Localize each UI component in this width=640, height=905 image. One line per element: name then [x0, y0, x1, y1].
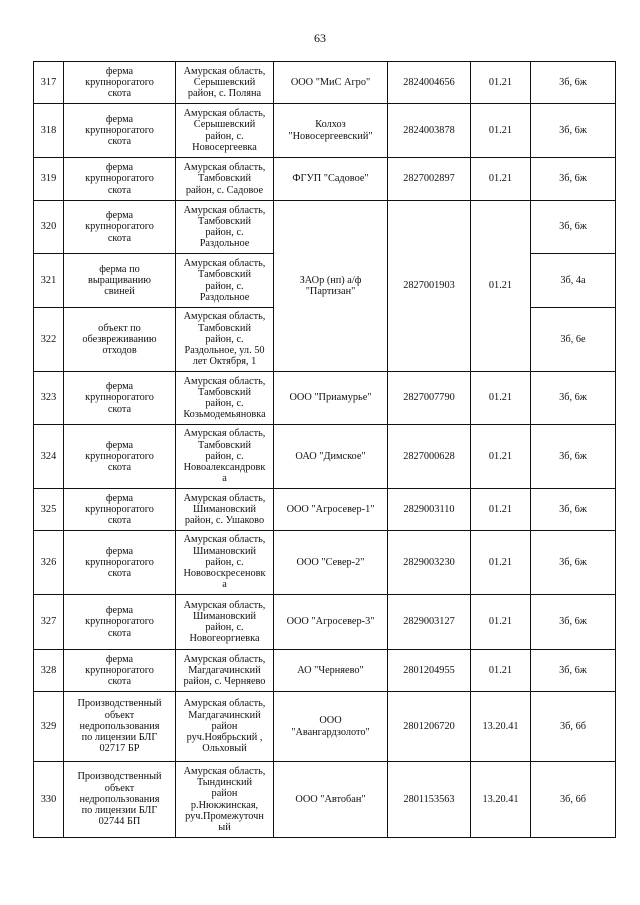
hazard-class: 3б, 6б	[531, 762, 616, 838]
facility-address: Амурская область, Тындинский район р.Нюкжинская, руч.Промежуточн ый	[176, 762, 274, 838]
organization-inn: 2801204955	[388, 650, 471, 692]
activity-code: 01.21	[471, 595, 531, 650]
table-row	[34, 531, 616, 595]
facility-type: ферма крупнорогатого скота	[64, 201, 176, 254]
row-number: 322	[34, 308, 64, 372]
table-row	[34, 372, 616, 425]
organization-inn: 2827000628	[388, 425, 471, 489]
organization-inn: 2827001903	[388, 201, 471, 372]
hazard-class: 3б, 6ж	[531, 531, 616, 595]
activity-code: 01.21	[471, 158, 531, 201]
row-number: 321	[34, 254, 64, 308]
table-row	[34, 62, 616, 104]
row-number: 325	[34, 489, 64, 531]
hazard-class: 3б, 6ж	[531, 372, 616, 425]
hazard-class: 3б, 6ж	[531, 650, 616, 692]
activity-code: 01.21	[471, 425, 531, 489]
table-row	[34, 762, 616, 838]
organization-name: ОАО "Димское"	[274, 425, 388, 489]
facility-address: Амурская область, Шимановский район, с. Ушаково	[176, 489, 274, 531]
hazard-class: 3б, 6ж	[531, 158, 616, 201]
organization-inn: 2829003127	[388, 595, 471, 650]
organization-name: АО "Черняево"	[274, 650, 388, 692]
facility-type: ферма крупнорогатого скота	[64, 425, 176, 489]
activity-code: 01.21	[471, 201, 531, 372]
row-number: 317	[34, 62, 64, 104]
facility-type: ферма крупнорогатого скота	[64, 595, 176, 650]
page-number: 63	[314, 31, 326, 45]
organization-name: ООО "Север-2"	[274, 531, 388, 595]
organization-name: Колхоз "Новосергеевский"	[274, 104, 388, 158]
hazard-class: 3б, 6ж	[531, 425, 616, 489]
activity-code: 01.21	[471, 104, 531, 158]
row-number: 318	[34, 104, 64, 158]
organization-name: ООО "Приамурье"	[274, 372, 388, 425]
facility-address: Амурская область, Тамбовский район, с. Козьмодемьяновка	[176, 372, 274, 425]
organization-inn: 2824003878	[388, 104, 471, 158]
facility-address: Амурская область, Магдагачинский район руч.Ноябрьский , Ольховый	[176, 692, 274, 762]
facility-address: Амурская область, Шимановский район, с. Нововоскресеновк а	[176, 531, 274, 595]
organization-inn: 2829003110	[388, 489, 471, 531]
row-number: 328	[34, 650, 64, 692]
row-number: 326	[34, 531, 64, 595]
activity-code: 13.20.41	[471, 692, 531, 762]
row-number: 323	[34, 372, 64, 425]
facility-type: ферма крупнорогатого скота	[64, 62, 176, 104]
row-number: 329	[34, 692, 64, 762]
facility-type: ферма по выращиванию свиней	[64, 254, 176, 308]
facility-type: объект по обезвреживанию отходов	[64, 308, 176, 372]
facility-address: Амурская область, Шимановский район, с. Новогеоргиевка	[176, 595, 274, 650]
row-number: 320	[34, 201, 64, 254]
table-row	[34, 692, 616, 762]
facility-address: Амурская область, Тамбовский район, с. Новоалександровк а	[176, 425, 274, 489]
activity-code: 13.20.41	[471, 762, 531, 838]
registry-table	[33, 61, 616, 838]
organization-inn: 2827002897	[388, 158, 471, 201]
hazard-class: 3б, 6б	[531, 692, 616, 762]
facility-address: Амурская область, Серышевский район, с. Новосергеевка	[176, 104, 274, 158]
organization-inn: 2801153563	[388, 762, 471, 838]
facility-type: ферма крупнорогатого скота	[64, 372, 176, 425]
hazard-class: 3б, 6ж	[531, 201, 616, 254]
table-row	[34, 104, 616, 158]
hazard-class: 3б, 6е	[531, 308, 616, 372]
organization-inn: 2829003230	[388, 531, 471, 595]
organization-name: ЗАОр (нп) а/ф "Партизан"	[274, 201, 388, 372]
table-row	[34, 201, 616, 254]
organization-name: ООО "Авангардзолото"	[274, 692, 388, 762]
facility-type: Производственный объект недропользования по лицензии БЛГ 02744 БП	[64, 762, 176, 838]
facility-type: ферма крупнорогатого скота	[64, 489, 176, 531]
activity-code: 01.21	[471, 372, 531, 425]
table-row	[34, 595, 616, 650]
facility-address: Амурская область, Тамбовский район, с. Раздольное, ул. 50 лет Октября, 1	[176, 308, 274, 372]
organization-name: ООО "Агросевер-1"	[274, 489, 388, 531]
organization-inn: 2801206720	[388, 692, 471, 762]
facility-type: ферма крупнорогатого скота	[64, 650, 176, 692]
organization-name: ООО "Автобан"	[274, 762, 388, 838]
facility-address: Амурская область, Серышевский район, с. Поляна	[176, 62, 274, 104]
facility-type: Производственный объект недропользования по лицензии БЛГ 02717 БР	[64, 692, 176, 762]
facility-address: Амурская область, Тамбовский район, с. Раздольное	[176, 201, 274, 254]
hazard-class: 3б, 6ж	[531, 595, 616, 650]
organization-inn: 2824004656	[388, 62, 471, 104]
table-row	[34, 489, 616, 531]
table-row	[34, 425, 616, 489]
organization-name: ООО "Агросевер-3"	[274, 595, 388, 650]
table-row	[34, 650, 616, 692]
activity-code: 01.21	[471, 531, 531, 595]
table-row	[34, 158, 616, 201]
row-number: 319	[34, 158, 64, 201]
row-number: 324	[34, 425, 64, 489]
facility-address: Амурская область, Магдагачинский район, с. Черняево	[176, 650, 274, 692]
facility-address: Амурская область, Тамбовский район, с. Садовое	[176, 158, 274, 201]
activity-code: 01.21	[471, 62, 531, 104]
row-number: 327	[34, 595, 64, 650]
hazard-class: 3б, 6ж	[531, 62, 616, 104]
row-number: 330	[34, 762, 64, 838]
facility-type: ферма крупнорогатого скота	[64, 531, 176, 595]
activity-code: 01.21	[471, 650, 531, 692]
hazard-class: 3б, 6ж	[531, 104, 616, 158]
activity-code: 01.21	[471, 489, 531, 531]
organization-inn: 2827007790	[388, 372, 471, 425]
facility-type: ферма крупнорогатого скота	[64, 158, 176, 201]
organization-name: ФГУП "Садовое"	[274, 158, 388, 201]
facility-address: Амурская область, Тамбовский район, с. Раздольное	[176, 254, 274, 308]
organization-name: ООО "МиС Агро"	[274, 62, 388, 104]
hazard-class: 3б, 6ж	[531, 489, 616, 531]
facility-type: ферма крупнорогатого скота	[64, 104, 176, 158]
hazard-class: 3б, 4а	[531, 254, 616, 308]
